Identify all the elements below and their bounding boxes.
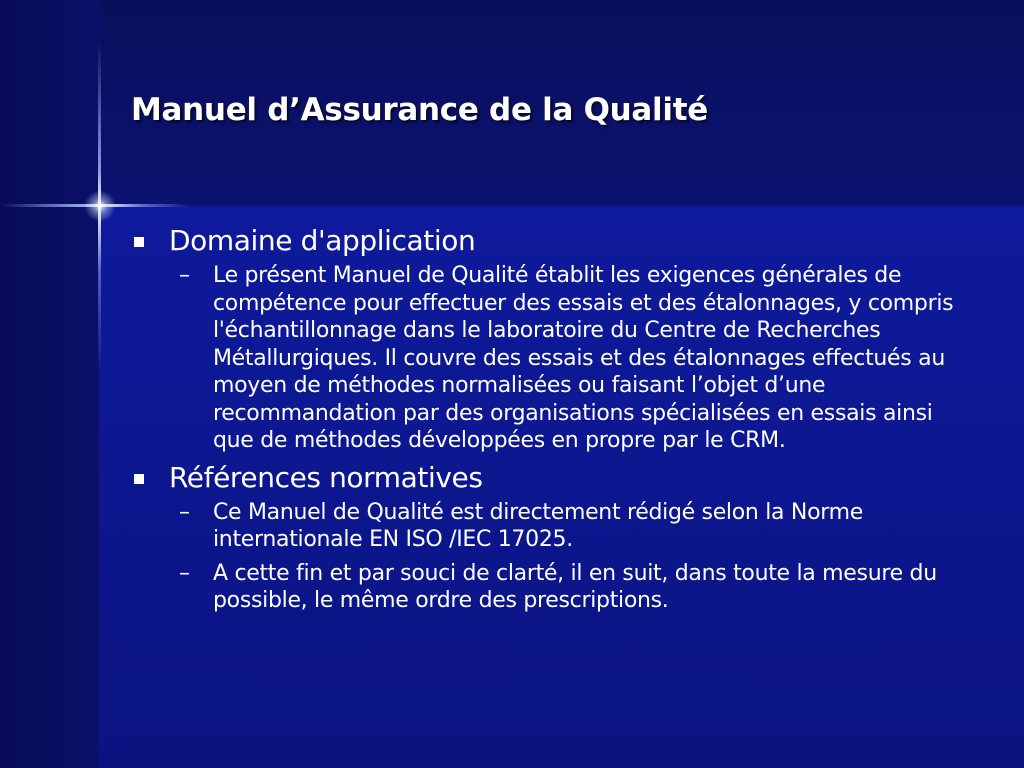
- section-heading-scope: [131, 224, 961, 258]
- slide-body: [131, 224, 961, 615]
- list-item-scope-description: [131, 262, 963, 455]
- section-heading-label: Références normatives: [169, 460, 483, 494]
- list-item-order: [131, 560, 963, 615]
- slide-title: Manuel d’Assurance de la Qualité: [131, 92, 708, 128]
- section-heading-references: [131, 461, 961, 495]
- square-bullet-icon: [134, 237, 144, 247]
- dash-bullet-icon: –: [179, 499, 190, 525]
- dash-bullet-icon: –: [179, 560, 190, 586]
- square-bullet-icon: [134, 474, 144, 484]
- light-star-decoration: [84, 190, 116, 222]
- section-heading-label: Domaine d'application: [169, 224, 476, 257]
- dash-bullet-icon: –: [179, 263, 190, 288]
- list-item-text: Le présent Manuel de Qualité établit les exigences générales de compétence pour effectuer des essais et des étalonnages, y compris l'échantillonnage dans le laboratoire du Centre de Recherches Métallurgiques. Il couvre des essais et des étalonnages effectués au moyen de méthodes normalisées ou faisant l’objet d’une recommandation par des organisations spécialisées en essais ainsi que de méthodes développées en propre par le CRM.: [213, 263, 954, 453]
- list-item-standard: [131, 499, 963, 554]
- left-band-decoration: [0, 0, 99, 768]
- list-item-text: A cette fin et par souci de clarté, il en suit, dans toute la mesure du possible, le même ordre des prescriptions.: [213, 560, 937, 613]
- list-item-text: Ce Manuel de Qualité est directement rédigé selon la Norme internationale EN ISO /IEC 17025.: [213, 499, 863, 552]
